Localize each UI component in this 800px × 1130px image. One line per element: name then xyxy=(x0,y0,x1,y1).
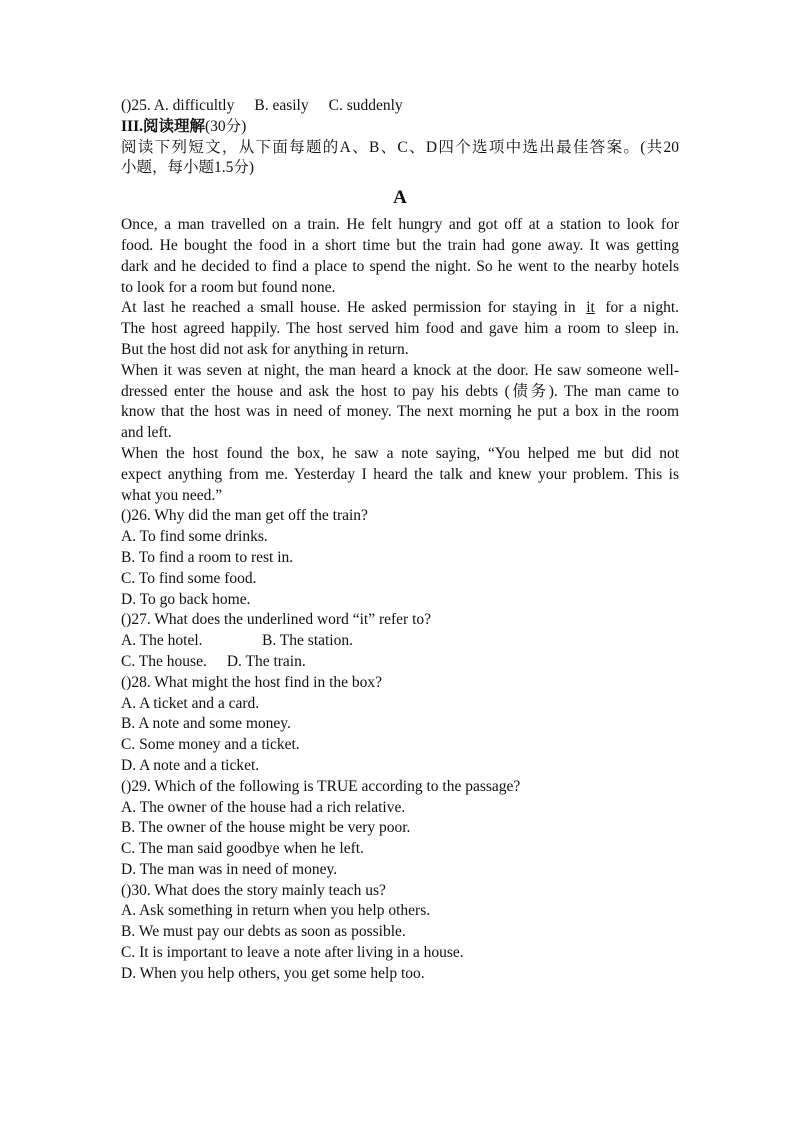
q26-option-c: C. To find some food. xyxy=(121,569,257,587)
section-heading-score: (30分) xyxy=(204,117,247,135)
q27-option-a: A. The hotel. xyxy=(121,632,203,650)
q26-option-a: A. To find some drinks. xyxy=(121,528,268,546)
q28-option-c: C. Some money and a ticket. xyxy=(121,736,300,754)
q25-option-c: C. suddenly xyxy=(328,97,403,114)
q27-option-d: D. The train. xyxy=(226,652,306,670)
question-30-stem: ()30. What does the story mainly teach us? xyxy=(121,881,386,899)
question-28-stem: ()28. What might the host find in the box? xyxy=(121,673,383,691)
passage-line: The host agreed happily. The host served him food and gave him a room to sleep in. xyxy=(121,320,679,338)
passage-title: A xyxy=(393,187,407,209)
q26-option-d: D. To go back home. xyxy=(121,590,251,608)
section-heading-title: III.阅读理解 xyxy=(121,117,205,135)
passage-line: When the host found the box, he saw a note saying, “You helped me but did not xyxy=(121,444,679,462)
q30-option-c: C. It is important to leave a note after living in a house. xyxy=(121,944,464,962)
question-27-stem: ()27. What does the underlined word “it” refer to? xyxy=(121,611,432,629)
q26-option-b: B. To find a room to rest in. xyxy=(121,548,294,566)
q27-options-row2 xyxy=(121,652,679,673)
q28-option-a: A. A ticket and a card. xyxy=(121,694,260,712)
question-26-stem: ()26. Why did the man get off the train? xyxy=(121,507,368,525)
question-25 xyxy=(121,96,679,117)
passage-line: dark and he decided to find a place to spend the night. So he went to the nearby hotels xyxy=(121,257,679,275)
q29-option-c: C. The man said goodbye when he left. xyxy=(121,840,364,858)
q28-option-b: B. A note and some money. xyxy=(121,715,291,733)
q29-option-d: D. The man was in need of money. xyxy=(121,860,338,878)
passage-line: to look for a room but found none. xyxy=(121,278,336,296)
passage-line: food. He bought the food in a short time but the train had gone away. It was getting xyxy=(121,236,679,254)
q27-options-row1 xyxy=(121,631,679,652)
passage-line: what you need.” xyxy=(121,486,223,504)
passage-line-with-underline xyxy=(121,298,679,319)
section-instruction-line2: 小题，每小题1.5分) xyxy=(121,159,255,177)
passage-text: At last he reached a small house. He asked permission for staying in xyxy=(121,299,576,317)
question-29-stem: ()29. Which of the following is TRUE according to the passage? xyxy=(121,777,521,795)
q29-option-a: A. The owner of the house had a rich relative. xyxy=(121,798,406,816)
q27-option-b: B. The station. xyxy=(262,632,353,650)
q30-option-a: A. Ask something in return when you help others. xyxy=(121,902,431,920)
passage-line: know that the host was in need of money. The next morning he put a box in the room xyxy=(121,403,679,421)
passage-line: dressed enter the house and ask the host to pay his debts (债务). The man came to xyxy=(121,382,679,400)
passage-line: When it was seven at night, the man heard a knock at the door. He saw someone well- xyxy=(121,361,679,379)
q29-option-b: B. The owner of the house might be very poor. xyxy=(121,819,411,837)
passage-line: But the host did not ask for anything in return. xyxy=(121,340,409,358)
passage-line: Once, a man travelled on a train. He felt hungry and got off at a station to look for xyxy=(121,216,679,234)
q25-option-b: B. easily xyxy=(254,97,309,114)
passage-text: for a night. xyxy=(605,299,680,317)
q25-stem: ()25. A. difficultly xyxy=(121,97,235,114)
q30-option-d: D. When you help others, you get some help too. xyxy=(121,964,425,982)
section-heading xyxy=(121,117,679,138)
q27-option-c: C. The house. xyxy=(121,652,207,670)
q28-option-d: D. A note and a ticket. xyxy=(121,756,260,774)
passage-line: expect anything from me. Yesterday I heard the talk and knew your problem. This is xyxy=(121,465,679,483)
exam-page xyxy=(121,96,679,985)
underlined-word-it: it xyxy=(586,299,595,317)
section-instruction-line1: 阅读下列短文，从下面每题的A、B、C、D四个选项中选出最佳答案。(共20 xyxy=(121,138,679,156)
q30-option-b: B. We must pay our debts as soon as possible. xyxy=(121,923,406,941)
passage-line: and left. xyxy=(121,424,172,442)
